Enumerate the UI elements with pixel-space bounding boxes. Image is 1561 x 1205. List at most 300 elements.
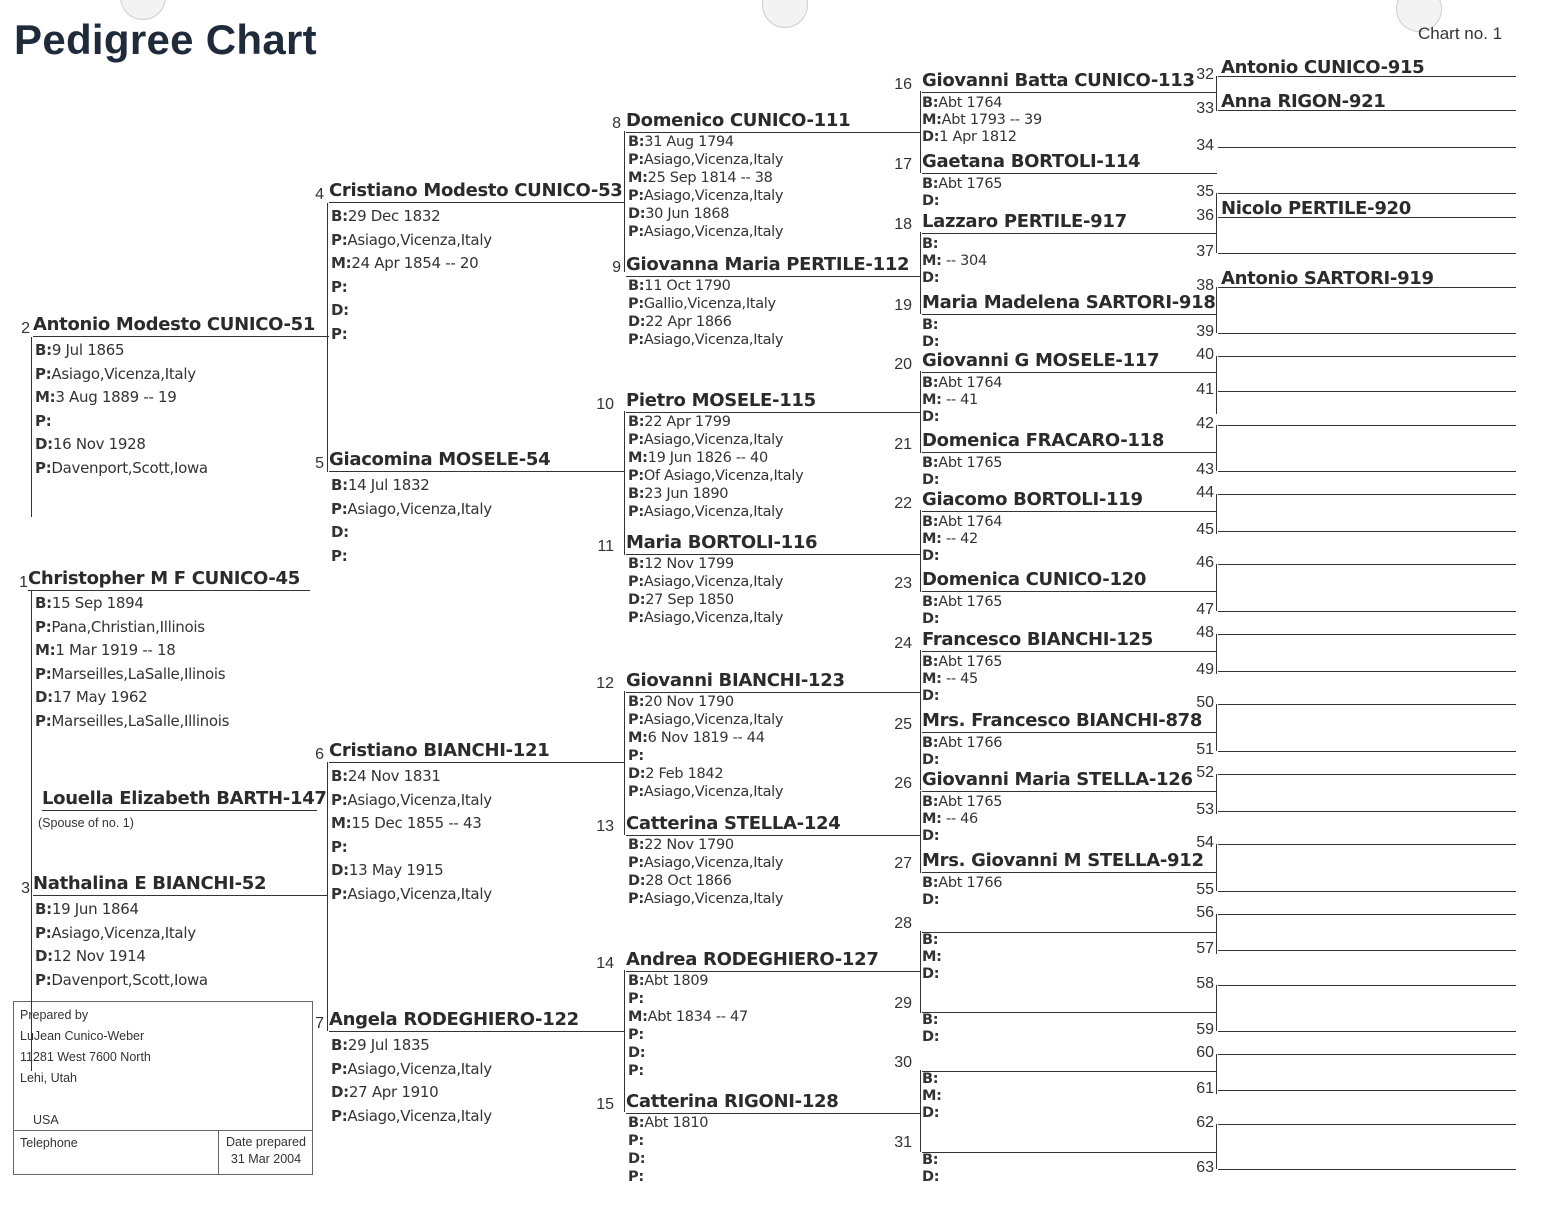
fact-label: D: [331,1083,349,1101]
fact-label: P: [331,499,348,518]
fact-label: B: [922,455,939,471]
fact-row [922,932,938,950]
fact-label: D: [628,314,646,330]
fact-row [628,504,783,522]
name-underline [626,971,920,972]
fact-row [922,531,978,549]
fact-label: D: [922,129,940,145]
fact-label: D: [628,873,646,889]
fact-value: 2 Feb 1842 [645,766,724,782]
fact-row [628,891,783,909]
fact-row [628,712,783,730]
fact-label: P: [35,664,52,683]
fact-label: P: [628,748,644,764]
person-name[interactable]: Antonio Modesto CUNICO-51 [33,314,316,335]
person-name[interactable]: Giovanni Maria STELLA-126 [922,769,1193,790]
fact-label: B: [922,932,939,948]
connector-line [1216,76,1217,111]
person-number: 38 [1196,277,1214,294]
fact-value: Asiago,Vicenza,Italy [643,855,784,871]
fact-row [628,486,728,504]
name-underline [1218,844,1516,845]
person-name[interactable]: Gaetana BORTOLI-114 [922,151,1141,172]
name-underline [922,1012,1217,1013]
fact-label: P: [628,574,644,590]
fact-row [922,811,978,829]
person-number: 2 [21,320,30,337]
fact-label: B: [922,236,939,252]
name-underline [1218,76,1516,77]
fact-label: B: [331,1036,348,1054]
fact-label: B: [628,134,645,150]
person-name[interactable]: Domenica FRACARO-118 [922,430,1165,451]
fact-row [628,432,783,450]
fact-row [628,1115,708,1133]
fact-row [628,134,734,152]
fact-label: M: [922,531,942,547]
fact-label: B: [922,654,939,670]
fact-row [628,450,768,468]
fact-row [35,363,196,386]
fact-value: Davenport,Scott,Iowa [51,458,208,477]
fact-value: 30 Jun 1868 [645,206,730,222]
fact-row [628,592,734,610]
fact-label: B: [922,735,939,751]
fact-row [922,794,1002,812]
fact-row [628,610,783,628]
fact-label: B: [35,594,52,612]
person-number: 31 [894,1134,912,1151]
fact-label: B: [922,1152,939,1168]
person-number: 21 [894,436,912,453]
connector-line [327,203,328,472]
person-number: 36 [1196,207,1214,224]
fact-row [628,837,734,855]
fact-row [922,334,939,352]
person-number: 15 [596,1096,614,1113]
person-number: 50 [1196,694,1214,711]
fact-row [331,205,440,228]
fact-label: P: [331,277,348,296]
name-underline [1218,494,1516,495]
fact-value: Asiago,Vicenza,Italy [51,923,196,942]
person-number: 24 [894,635,912,652]
fact-row [628,766,723,784]
fact-value: Abt 1793 -- 39 [941,112,1042,128]
fact-value: 14 Jul 1832 [347,476,430,494]
person-name[interactable]: Giacomina MOSELE-54 [329,449,551,470]
person-number: 59 [1196,1021,1214,1038]
person-name[interactable]: Antonio CUNICO-915 [1221,57,1425,78]
fact-label: M: [331,814,352,832]
fact-row [922,270,939,288]
person-number: 58 [1196,975,1214,992]
fact-value: Abt 1810 [644,1115,709,1131]
fact-value: 27 Sep 1850 [645,592,734,608]
fact-label: B: [922,375,939,391]
fact-row [922,392,978,410]
fact-label: B: [628,278,645,294]
person-number: 42 [1196,415,1214,432]
fact-row [35,457,208,480]
name-underline [1218,391,1516,392]
person-number: 8 [612,115,621,132]
fact-label: D: [628,592,646,608]
person-number: 47 [1196,601,1214,618]
fact-row [922,1169,939,1187]
connector-line [31,337,32,517]
fact-label: B: [331,476,348,494]
person-name[interactable]: Catterina STELLA-124 [626,813,841,834]
name-underline [1218,147,1516,148]
fact-row [35,922,196,945]
preparer-country: USA [33,1113,59,1127]
connector-line [1216,844,1217,891]
fact-row [922,671,978,689]
person-name[interactable]: Andrea RODEGHIERO-127 [626,949,879,970]
fact-label: B: [35,900,52,918]
fact-row [628,1169,644,1187]
fact-value: Asiago,Vicenza,Italy [643,504,784,520]
fact-label: D: [922,1169,940,1185]
fact-row [35,386,177,409]
connector-line [1216,634,1217,674]
fact-value: 19 Jun 1864 [51,900,139,918]
person-name[interactable]: Louella Elizabeth BARTH-147 [42,788,327,809]
name-underline [329,471,625,472]
fact-label: P: [331,1059,348,1078]
name-underline [1218,217,1516,218]
person-number: 39 [1196,323,1214,340]
fact-row [922,253,987,271]
fact-value: Abt 1765 [938,794,1003,810]
fact-row [922,472,939,490]
fact-row [628,1063,644,1081]
fact-value: Asiago,Vicenza,Italy [643,432,784,448]
fact-value: Davenport,Scott,Iowa [51,970,208,989]
fact-row [35,592,144,615]
fact-value: Abt 1764 [938,375,1003,391]
fact-value: 15 Dec 1855 -- 43 [351,814,482,832]
person-number: 12 [596,675,614,692]
fact-label: B: [922,95,939,111]
fact-row [331,1105,492,1128]
connector-line [624,691,625,835]
name-underline [922,511,1217,512]
fact-label: P: [628,1063,644,1079]
person-name[interactable]: Giovanni G MOSELE-117 [922,350,1160,371]
fact-value: 15 Sep 1894 [51,594,144,612]
fact-label: D: [35,688,53,706]
fact-label: P: [331,790,348,809]
fact-row [628,224,783,242]
name-underline [922,452,1217,453]
name-underline [626,554,920,555]
fact-label: P: [35,711,52,730]
fact-value: 29 Dec 1832 [347,207,441,225]
person-number: 19 [894,297,912,314]
person-name[interactable]: Cristiano Modesto CUNICO-53 [329,180,623,201]
fact-label: P: [35,458,52,477]
fact-label: B: [628,973,645,989]
fact-value: 22 Apr 1866 [645,314,732,330]
person-name[interactable]: Anna RIGON-921 [1221,91,1386,112]
person-number: 22 [894,495,912,512]
name-underline [33,336,329,337]
fact-row [35,433,146,456]
fact-label: P: [628,468,644,484]
fact-label: M: [922,811,942,827]
fact-value: 20 Nov 1790 [644,694,734,710]
fact-label: M: [628,1009,648,1025]
fact-label: D: [331,301,349,319]
fact-row [628,414,731,432]
fact-row [628,314,732,332]
fact-row [35,969,208,992]
person-name[interactable]: Cristiano BIANCHI-121 [329,740,550,761]
fact-row [331,1058,492,1081]
fact-value: Asiago,Vicenza,Italy [643,712,784,728]
fact-row [35,639,176,662]
fact-row [628,973,708,991]
fact-label: P: [331,546,348,565]
fact-label: P: [331,884,348,903]
fact-label: D: [35,947,53,965]
fact-row [628,574,783,592]
fact-label: D: [922,892,940,908]
fact-value: Abt 1764 [938,514,1003,530]
person-name[interactable]: Mrs. Giovanni M STELLA-912 [922,850,1204,871]
person-name[interactable]: Nathalina E BIANCHI-52 [33,873,267,894]
person-number: 1 [19,574,28,591]
connector-line [1216,985,1217,1031]
connector-line [31,895,32,1071]
fact-row [331,789,492,812]
fact-label: M: [922,671,942,687]
fact-label: P: [628,432,644,448]
fact-value: Pana,Christian,Illinois [51,617,205,636]
person-name[interactable]: Francesco BIANCHI-125 [922,629,1154,650]
fact-label: M: [922,949,942,965]
person-number: 35 [1196,183,1214,200]
person-name[interactable]: Giovanna Maria PERTILE-112 [626,254,910,275]
person-number: 11 [597,538,614,555]
fact-row [331,1081,438,1104]
fact-row [628,468,803,486]
person-number: 7 [315,1015,324,1032]
fact-value: -- 41 [941,392,978,408]
fact-label: P: [628,610,644,626]
name-underline [626,1113,920,1114]
fact-label: D: [331,523,349,541]
name-underline [922,1071,1217,1072]
fact-row [922,688,939,706]
fact-row [35,686,147,709]
fact-value: Abt 1764 [938,95,1003,111]
fact-row [628,170,773,188]
name-underline [922,1152,1217,1153]
person-name[interactable]: Giovanni Batta CUNICO-113 [922,70,1195,91]
fact-row [628,855,783,873]
name-underline [1218,287,1516,288]
fact-label: P: [628,504,644,520]
fact-value: Abt 1834 -- 47 [647,1009,748,1025]
fact-label: P: [628,784,644,800]
name-underline [922,233,1217,234]
person-number: 56 [1196,904,1214,921]
person-name[interactable]: Maria Madelena SARTORI-918 [922,292,1216,313]
name-underline [626,132,920,133]
fact-value: Asiago,Vicenza,Italy [643,188,784,204]
fact-label: P: [331,837,348,856]
name-underline [42,810,317,811]
fact-value: Asiago,Vicenza,Italy [643,891,784,907]
person-number: 60 [1196,1044,1214,1061]
person-number: 52 [1196,764,1214,781]
person-name[interactable]: Mrs. Francesco BIANCHI-878 [922,710,1203,731]
fact-label: D: [922,334,940,350]
fact-row [922,735,1002,753]
connector-line [624,131,625,272]
fact-value: Marseilles,LaSalle,Illinois [51,711,230,730]
fact-label: B: [922,594,939,610]
fact-row [922,752,939,770]
fact-label: B: [922,1071,939,1087]
fact-row [628,1045,645,1063]
fact-row [922,455,1002,473]
fact-label: D: [922,548,940,564]
person-name[interactable]: Lazzaro PERTILE-917 [922,211,1127,232]
fact-row [922,95,1002,113]
fact-value: Asiago,Vicenza,Italy [347,499,492,518]
fact-row [35,339,124,362]
fact-row [628,1133,644,1151]
fact-label: D: [922,828,940,844]
fact-value: Asiago,Vicenza,Italy [347,230,492,249]
fact-label: P: [331,230,348,249]
connector-line [1216,564,1217,611]
name-underline [1218,950,1516,951]
person-number: 55 [1196,881,1214,898]
person-number: 43 [1196,461,1214,478]
fact-value: 29 Jul 1835 [347,1036,430,1054]
fact-label: B: [922,875,939,891]
fact-value: 12 Nov 1914 [52,947,146,965]
fact-label: P: [628,1027,644,1043]
prepared-by-box [13,1001,313,1175]
fact-label: D: [628,206,646,222]
fact-label: M: [922,392,942,408]
person-name[interactable]: Giovanni BIANCHI-123 [626,670,845,691]
person-name[interactable]: Domenico CUNICO-111 [626,110,851,131]
person-number: 26 [894,775,912,792]
person-number: 37 [1196,243,1214,260]
fact-label: D: [922,270,940,286]
fact-label: P: [35,364,52,383]
fact-label: P: [628,224,644,240]
fact-value: 27 Apr 1910 [348,1083,439,1101]
fact-value: Asiago,Vicenza,Italy [347,1106,492,1125]
name-underline [1218,1031,1516,1032]
fact-label: M: [922,1088,942,1104]
connector-line [920,232,921,314]
fact-row [628,784,783,802]
person-name[interactable]: Antonio SARTORI-919 [1221,268,1434,289]
fact-value: 31 Aug 1794 [644,134,734,150]
fact-value: Abt 1765 [938,176,1003,192]
connector-line [624,411,625,555]
fact-row [35,945,146,968]
fact-label: P: [35,970,52,989]
fact-row [922,409,939,427]
person-number: 27 [894,855,912,872]
person-number: 16 [894,76,912,93]
fact-row [922,193,939,211]
name-underline [28,590,310,591]
person-name[interactable]: Pietro MOSELE-115 [626,390,816,411]
fact-row [628,188,783,206]
fact-label: M: [35,641,56,659]
person-number: 63 [1196,1159,1214,1176]
fact-label: M: [35,388,56,406]
fact-value: Asiago,Vicenza,Italy [347,1059,492,1078]
fact-row [922,828,939,846]
connector-line [1216,914,1217,954]
name-underline [1218,193,1516,194]
fact-row [628,556,734,574]
fact-row [922,594,1002,612]
fact-row [922,892,939,910]
person-name[interactable]: Giacomo BORTOLI-119 [922,489,1143,510]
person-name[interactable]: Domenica CUNICO-120 [922,569,1147,590]
person-number: 30 [894,1054,912,1071]
fact-value: Of Asiago,Vicenza,Italy [643,468,804,484]
name-underline [1218,1169,1516,1170]
person-name[interactable]: Catterina RIGONI-128 [626,1091,839,1112]
name-underline [1218,564,1516,565]
name-underline [1218,356,1516,357]
fact-label: D: [922,688,940,704]
fact-row [922,112,1042,130]
fact-label: P: [35,923,52,942]
prepared-label: Prepared by [20,1008,89,1022]
fact-value: 16 Nov 1928 [52,435,146,453]
person-name[interactable]: Maria BORTOLI-116 [626,532,818,553]
person-number: 23 [894,575,912,592]
fact-value: -- 46 [941,811,978,827]
fact-value: Abt 1765 [938,654,1003,670]
fact-label: P: [35,411,52,430]
preparer-name: LuJean Cunico-Weber [20,1029,145,1043]
person-name[interactable]: Nicolo PERTILE-920 [1221,198,1411,219]
person-number: 29 [894,995,912,1012]
fact-row [922,654,1002,672]
fact-row [331,229,492,252]
fact-value: -- 45 [941,671,978,687]
name-underline [1218,914,1516,915]
connector-line [31,590,32,900]
person-name[interactable]: Christopher M F CUNICO-45 [28,568,301,589]
fact-label: D: [922,472,940,488]
name-underline [1218,811,1516,812]
connector-line [1216,494,1217,534]
fact-label: M: [628,170,648,186]
connector-line [920,731,921,790]
fact-label: P: [628,712,644,728]
fact-value: -- 304 [941,253,987,269]
fact-label: D: [628,1045,646,1061]
person-name[interactable]: Angela RODEGHIERO-122 [329,1009,579,1030]
